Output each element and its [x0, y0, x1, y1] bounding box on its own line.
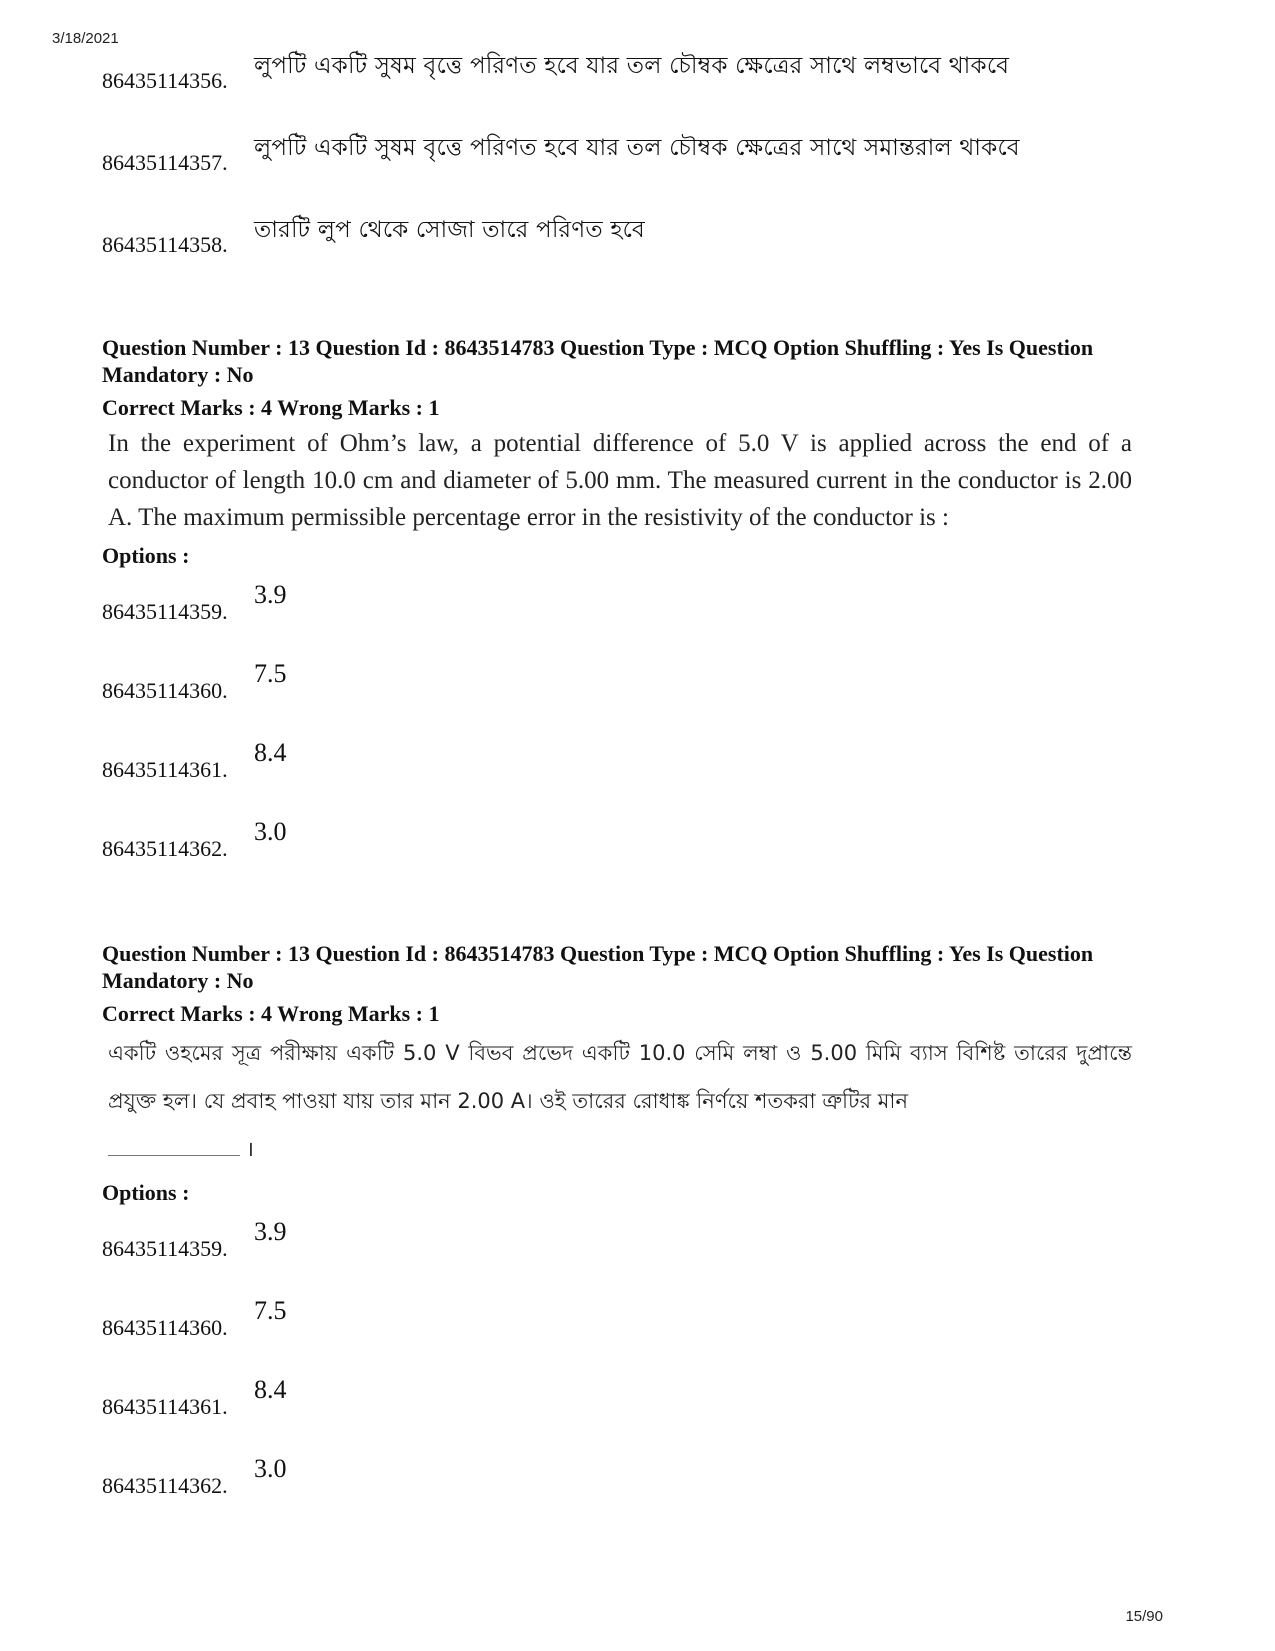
question-meta: Question Number : 13 Question Id : 8643514783 Question Type : MCQ Option Shuffling : Yes Is Question Mandatory : No	[102, 941, 1094, 993]
option-row	[102, 1217, 1182, 1262]
question-options	[102, 580, 1182, 862]
option-id: 86435114356.	[102, 68, 228, 93]
question-block-english	[102, 334, 1182, 862]
option-text: লুপটি একটি সুষম বৃত্তে পরিণত হবে যার তল চৌম্বক ক্ষেত্রের সাথে লম্বভাবে থাকবে	[254, 53, 1010, 79]
option-text: 3.9	[254, 1217, 287, 1246]
page-date: 3/18/2021	[52, 30, 119, 47]
option-text: তারটি লুপ থেকে সোজা তারে পরিণত হবে	[254, 217, 645, 243]
question-text-body: একটি ওহমের সূত্র পরীক্ষায় একটি 5.0 V বিভব প্রভেদ একটি 10.0 সেমি লম্বা ও 5.00 মিমি ব্যাস বিশিষ্ট তারের দুপ্রান্তে প্রযুক্ত হল। যে প্রবাহ পাওয়া যায় তার মান 2.00 A। ওই তারের রোধাঙ্ক নির্ণয়ে শতকরা ত্রুটির মান	[108, 1041, 1132, 1113]
option-id: 86435114361.	[102, 757, 228, 782]
option-id: 86435114362.	[102, 1473, 228, 1498]
option-id: 86435114359.	[102, 1236, 228, 1261]
option-row	[102, 817, 1182, 862]
option-row	[102, 217, 1182, 258]
option-text: 8.4	[254, 1375, 287, 1404]
question-text: In the experiment of Ohm’s law, a potential difference of 5.0 V is applied across the end of a conductor of length 10.0 cm and diameter of 5.00 mm. The measured current in the conductor is 2.00 A. The maximum permissible percentage error in the resistivity of the conductor is :	[108, 430, 1132, 531]
page-number: 15/90	[1125, 1608, 1163, 1625]
option-id: 86435114361.	[102, 1394, 228, 1419]
question-meta: Question Number : 13 Question Id : 8643514783 Question Type : MCQ Option Shuffling : Yes Is Question Mandatory : No	[102, 335, 1094, 387]
option-row	[102, 135, 1182, 176]
option-text: 7.5	[254, 1296, 287, 1325]
document-content	[102, 53, 1182, 1499]
option-row	[102, 659, 1182, 704]
question-marks: Correct Marks : 4 Wrong Marks : 1	[102, 1001, 440, 1026]
previous-question-options	[102, 53, 1182, 258]
answer-blank	[108, 1137, 240, 1156]
options-label: Options :	[102, 543, 190, 568]
option-id: 86435114358.	[102, 232, 228, 257]
option-text: লুপটি একটি সুষম বৃত্তে পরিণত হবে যার তল চৌম্বক ক্ষেত্রের সাথে সমান্তরাল থাকবে	[254, 135, 1020, 161]
option-id: 86435114362.	[102, 836, 228, 861]
option-row	[102, 53, 1182, 94]
option-id: 86435114357.	[102, 150, 228, 175]
question-text	[108, 1029, 1132, 1173]
option-row	[102, 1375, 1182, 1420]
question-options	[102, 1217, 1182, 1499]
options-label: Options :	[102, 1180, 190, 1205]
question-marks: Correct Marks : 4 Wrong Marks : 1	[102, 395, 440, 420]
option-text: 7.5	[254, 659, 287, 688]
question-text-end: ।	[246, 1137, 254, 1161]
option-row	[102, 580, 1182, 625]
option-text: 3.0	[254, 1454, 287, 1483]
option-row	[102, 1454, 1182, 1499]
option-row	[102, 1296, 1182, 1341]
option-id: 86435114360.	[102, 1315, 228, 1340]
option-text: 3.9	[254, 580, 287, 609]
option-text: 8.4	[254, 738, 287, 767]
option-id: 86435114359.	[102, 599, 228, 624]
option-text: 3.0	[254, 817, 287, 846]
question-block-bengali	[102, 940, 1182, 1499]
option-id: 86435114360.	[102, 678, 228, 703]
option-row	[102, 738, 1182, 783]
